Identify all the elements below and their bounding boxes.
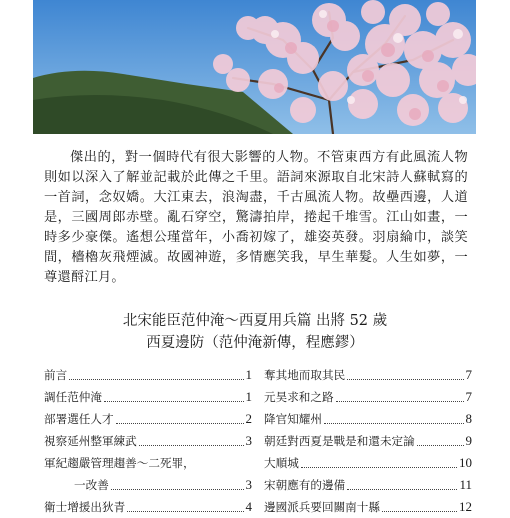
toc-entry-title: 大順城 bbox=[264, 456, 299, 470]
toc-right-column bbox=[264, 364, 472, 518]
toc-entry-page: 2 bbox=[245, 411, 252, 426]
toc-entry-page: 10 bbox=[459, 455, 472, 470]
toc-entry-page: 12 bbox=[459, 499, 472, 514]
toc-left-column bbox=[44, 364, 252, 518]
toc-entry-title: 衛士增援出狄青 bbox=[44, 500, 126, 514]
toc-entry-title: 調任范仲淹 bbox=[44, 390, 102, 404]
toc-entry-page: 11 bbox=[459, 477, 472, 492]
toc-leader-dots bbox=[116, 412, 244, 424]
toc-entry[interactable] bbox=[264, 364, 472, 386]
toc-leader-dots bbox=[347, 368, 463, 380]
toc-entry-page: 4 bbox=[245, 499, 252, 514]
toc-entry[interactable] bbox=[44, 386, 252, 408]
toc-entry-page: 9 bbox=[465, 433, 472, 448]
toc-entry-title: 部署選任人才 bbox=[44, 412, 114, 426]
toc-entry[interactable] bbox=[264, 386, 472, 408]
toc-entry-title: 降官知耀州 bbox=[264, 412, 322, 426]
toc-leader-dots bbox=[382, 500, 457, 512]
toc-entry[interactable] bbox=[264, 474, 472, 496]
toc-entry-page: 1 bbox=[245, 367, 252, 382]
toc-entry-title: 一改善 bbox=[74, 478, 109, 492]
toc-entry[interactable] bbox=[44, 408, 252, 430]
toc-entry-title: 奪其地而取其民 bbox=[264, 368, 346, 382]
toc-leader-dots bbox=[347, 478, 457, 490]
toc-leader-dots bbox=[324, 412, 464, 424]
toc-entry-page: 7 bbox=[465, 367, 472, 382]
toc-entry-page: 3 bbox=[245, 433, 252, 448]
toc-entry-title: 宋朝應有的邊備 bbox=[264, 478, 346, 492]
toc-entry-title: 朝廷對西夏是戰是和還未定論 bbox=[264, 434, 415, 448]
toc-entry-page: 8 bbox=[465, 411, 472, 426]
toc-leader-dots bbox=[127, 500, 243, 512]
blossom-tree-photo bbox=[33, 0, 476, 134]
toc-entry-title: 元昊求和之路 bbox=[264, 390, 334, 404]
toc-entry[interactable] bbox=[44, 364, 252, 386]
toc-entry[interactable] bbox=[264, 452, 472, 474]
toc-entry[interactable] bbox=[44, 430, 252, 452]
toc-entry-page: 1 bbox=[245, 389, 252, 404]
toc-entry-title: 前言 bbox=[44, 368, 68, 382]
toc-leader-dots bbox=[336, 390, 464, 402]
heading-line-1: 北宋能臣范仲淹～西夏用兵篇 出將 52 歲 bbox=[122, 313, 388, 329]
toc-leader-dots bbox=[139, 434, 244, 446]
toc-leader-dots bbox=[301, 456, 457, 468]
toc-entry-page: 7 bbox=[465, 389, 472, 404]
toc-entry-page: 3 bbox=[245, 477, 252, 492]
toc-entry-title: 軍紀趨嚴管理趨善～二死罪， bbox=[44, 456, 195, 470]
toc-entry-title: 邊國派兵要回關南十縣 bbox=[264, 500, 380, 514]
toc-entry[interactable] bbox=[264, 408, 472, 430]
toc-leader-dots bbox=[104, 390, 244, 402]
heading-line-2: 西夏邊防（范仲淹新傳，程應鏐） bbox=[146, 335, 364, 351]
toc-leader-dots bbox=[69, 368, 243, 380]
toc-entry-continuation[interactable] bbox=[44, 474, 252, 496]
section-heading bbox=[30, 310, 480, 354]
toc-entry[interactable] bbox=[44, 496, 252, 518]
toc-leader-dots bbox=[417, 434, 464, 446]
body-paragraph: 傑出的，對一個時代有很大影響的人物。不管東西方有此風流人物則如以深入了解並記載於此傳之千里。語詞來源取自北宋詩人蘇軾寫的一首詞，念奴嬌。大江東去，浪淘盡，千古風流人物。故壘西邊，人道是，三國周郎赤壁。亂石穿空，驚濤拍岸，捲起千堆雪。江山如畫，一時多少豪傑。遙想公瑾當年，小喬初嫁了，雄姿英發。羽扇綸巾，談笑間，檣櫓灰飛煙滅。故國神遊，多情應笑我，早生華髮。人生如夢，一尊還酹江月。 bbox=[44, 150, 468, 285]
toc-entry[interactable] bbox=[44, 452, 252, 474]
toc-leader-dots bbox=[111, 478, 244, 490]
toc-entry-title: 視察延州整軍練武 bbox=[44, 434, 137, 448]
toc-entry[interactable] bbox=[264, 430, 472, 452]
toc-entry[interactable] bbox=[264, 496, 472, 518]
